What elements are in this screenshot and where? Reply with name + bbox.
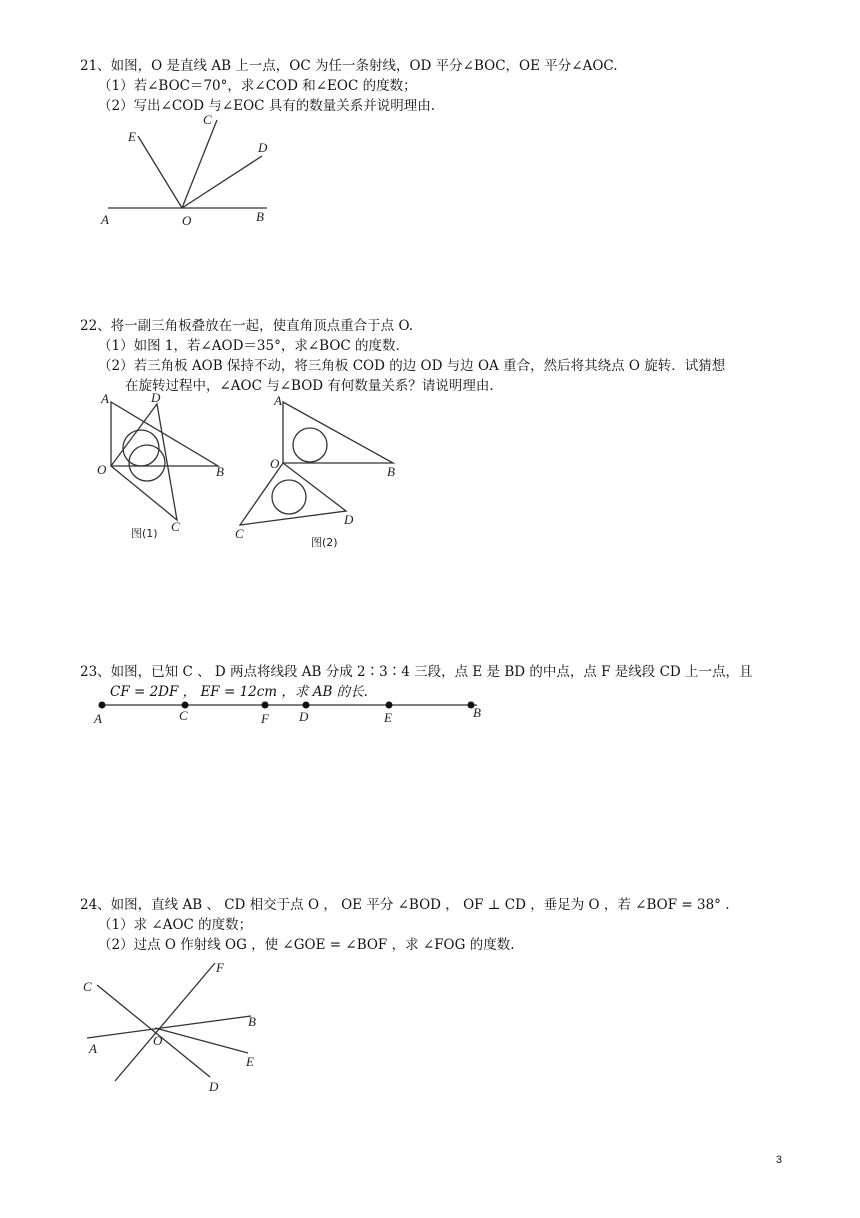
q24-figure: [75, 955, 285, 1095]
q24-label-d: D: [209, 1079, 219, 1094]
q24-label-o: O: [153, 1033, 163, 1048]
q21-label-c: C: [203, 112, 212, 127]
fig2-label-c: C: [235, 526, 244, 541]
fig1-caption: 图(1): [131, 527, 158, 540]
q22-part2a: （2）若三角板 AOB 保持不动，将三角板 COD 的边 OD 与边 OA 重合，然后将其绕点 O 旋转．试猜想: [98, 358, 726, 374]
q22-part2b: 在旋转过程中，∠AOC 与∠BOD 有何数量关系？请说明理由.: [125, 378, 494, 394]
q21-label-o: O: [182, 213, 192, 228]
q21-label-b: B: [256, 209, 264, 224]
q22-figure2: [228, 393, 398, 553]
q23-point-a: A: [94, 711, 102, 726]
q24-title: 24、如图，直线 AB 、 CD 相交于点 O ， OE 平分 ∠BOD ， OF ⊥ CD ，垂足为 O ，若 ∠BOF = 38° .: [80, 897, 730, 913]
q21-part2: （2）写出∠COD 与∠EOC 具有的数量关系并说明理由.: [98, 98, 436, 114]
q21-title: 21、如图，O 是直线 AB 上一点，OC 为任一条射线，OD 平分∠BOC，OE 平分∠AOC.: [80, 58, 618, 74]
q23-point-e: E: [384, 710, 392, 725]
fig2-label-d: D: [344, 512, 354, 527]
fig2-label-o: O: [270, 456, 280, 471]
fig2-label-a: A: [274, 393, 282, 408]
q24-part2: （2）过点 O 作射线 OG ，使 ∠GOE = ∠BOF ，求 ∠FOG 的度数.: [98, 937, 515, 953]
q23-point-d: D: [299, 709, 309, 724]
q24-label-a: A: [89, 1041, 97, 1056]
fig2-caption: 图(2): [311, 536, 338, 549]
fig2-label-b: B: [387, 464, 395, 479]
fig1-label-c: C: [171, 519, 180, 534]
q22-figure1: [93, 390, 233, 545]
q22-title: 22、将一副三角板叠放在一起，使直角顶点重合于点 O.: [80, 318, 414, 334]
q21-label-d: D: [258, 140, 268, 155]
q23-point-c: C: [179, 708, 188, 723]
q23-title: 23、如图，已知 C 、 D 两点将线段 AB 分成 2∶3∶4 三段，点 E 是 BD 的中点，点 F 是线段 CD 上一点，且: [80, 664, 753, 680]
q24-label-c: C: [83, 979, 92, 994]
q21-label-a: A: [101, 212, 109, 227]
q24-label-f: F: [216, 960, 224, 975]
fig1-label-a: A: [101, 391, 109, 406]
q22-part1: （1）如图 1，若∠AOD＝35°，求∠BOC 的度数.: [98, 338, 400, 354]
q24-label-e: E: [246, 1054, 254, 1069]
q23-point-f: F: [261, 711, 269, 726]
page-number: 3: [775, 1154, 782, 1166]
q23-figure: [90, 695, 500, 730]
q21-part1: （1）若∠BOC＝70°，求∠COD 和∠EOC 的度数；: [98, 78, 417, 94]
q21-figure: [90, 108, 290, 233]
q23-part1: CF = 2DF ， EF = 12cm ，求 AB 的长.: [110, 684, 368, 700]
fig1-label-o: O: [97, 462, 107, 477]
q24-part1: （1）求 ∠AOC 的度数；: [98, 917, 253, 933]
q21-label-e: E: [128, 129, 136, 144]
fig1-label-b: B: [216, 464, 224, 479]
fig1-label-d: D: [151, 390, 161, 405]
q23-point-b: B: [473, 705, 481, 720]
q24-label-b: B: [248, 1014, 256, 1029]
